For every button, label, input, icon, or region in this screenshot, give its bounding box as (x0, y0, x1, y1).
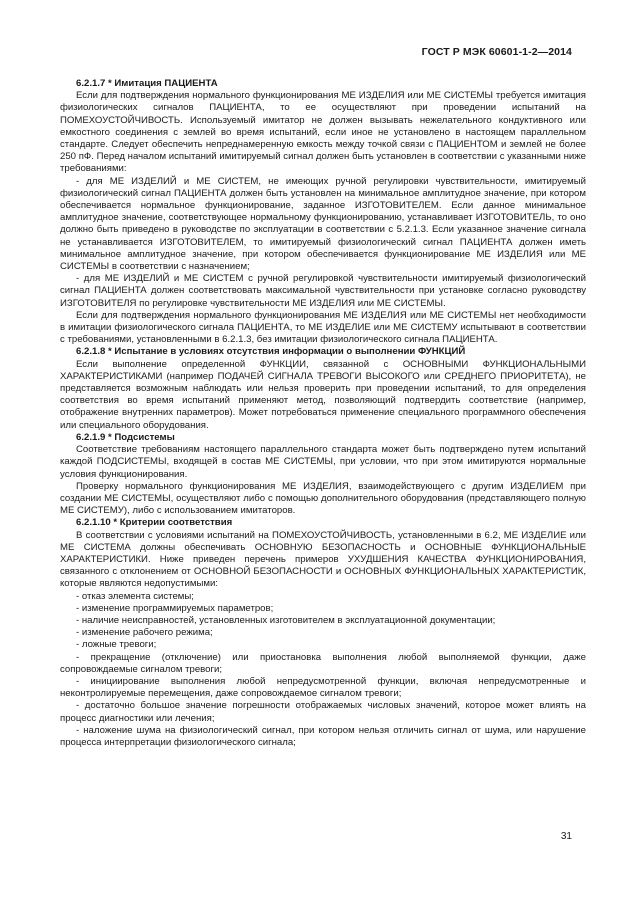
document-body (60, 78, 586, 749)
paragraph: Если для подтверждения нормального функционирования МЕ ИЗДЕЛИЯ или МЕ СИСТЕМЫ нет необходимости в имитации физиологического сигнала ПАЦИЕНТА, то МЕ ИЗДЕЛИЕ или МЕ СИСТЕМУ испытывают в соответствии с требованиями, установленными в 6.2.1.3, без имитации физиологического сигнала ПАЦИЕНТА. (60, 309, 586, 346)
list-item: - ложные тревоги; (76, 639, 157, 651)
document-header: ГОСТ Р МЭК 60601-1-2—2014 (421, 46, 572, 58)
section-heading-6-2-1-9: 6.2.1.9 * Подсистемы (76, 431, 175, 443)
list-item: - прекращение (отключение) или приостановка выполнения любой выполняемой функции, даже сопровождаемые сигналом тревоги; (60, 651, 586, 675)
list-item: - отказ элемента системы; (76, 590, 194, 602)
paragraph: Проверку нормального функционирования МЕ ИЗДЕЛИЯ, взаимодействующего с другим ИЗДЕЛИЕМ при создании МЕ СИСТЕМЫ, осуществляют либо с помощью дополнительного оборудования (представляющего полную МЕ СИСТЕМУ), либо с использованием имитаторов. (60, 480, 586, 517)
list-item: - наличие неисправностей, установленных изготовителем в эксплуатационной документации; (76, 614, 496, 626)
paragraph: В соответствии с условиями испытаний на ПОМЕХОУСТОЙЧИВОСТЬ, установленными в 6.2, МЕ ИЗДЕЛИЕ или МЕ СИСТЕМА должны обеспечивать ОСНОВНУЮ БЕЗОПАСНОСТЬ и ОСНОВНЫЕ ФУНКЦИОНАЛЬНЫЕ ХАРАКТЕРИСТИКИ. Ниже приведен перечень примеров УХУДШЕНИЯ КАЧЕСТВА ФУНКЦИОНИРОВАНИЯ, связанного с отклонением от ОСНОВНОЙ БЕЗОПАСНОСТИ и ОСНОВНЫХ ФУНКЦИОНАЛЬНЫХ ХАРАКТЕРИСТИК, которые являются недопустимыми: (60, 529, 586, 590)
list-item: - изменение рабочего режима; (76, 627, 213, 639)
section-heading-6-2-1-10: 6.2.1.10 * Критерии соответствия (76, 517, 233, 529)
section-heading-6-2-1-8: 6.2.1.8 * Испытание в условиях отсутствия информации о выполнении ФУНКЦИЙ (76, 346, 466, 358)
paragraph: Если выполнение определенной ФУНКЦИИ, связанной с ОСНОВНЫМИ ФУНКЦИОНАЛЬНЫМИ ХАРАКТЕРИСТИКАМИ (например ПОДАЧЕЙ СИГНАЛА ТРЕВОГИ ВЫСОКОГО или СРЕДНЕГО ПРИОРИТЕТА), не представляется возможным наблюдать или нельзя проверить при проведении испытаний, то для определения соответствия во время испытаний применяют метод, позволяющий подтвердить соответствие (например, отображение внутренних параметров). Может потребоваться применение специального программного обеспечения или специального оборудования. (60, 358, 586, 431)
list-item: - достаточно большое значение погрешности отображаемых числовых значений, которое может влиять на процесс диагностики или лечения; (60, 700, 586, 724)
paragraph: Соответствие требованиям настоящего параллельного стандарта может быть подтверждено путем испытаний каждой ПОДСИСТЕМЫ, входящей в состав МЕ СИСТЕМЫ, при условии, что при этом имитируются нормальные условия функционирования. (60, 444, 586, 480)
paragraph: Если для подтверждения нормального функционирования МЕ ИЗДЕЛИЯ или МЕ СИСТЕМЫ требуется имитация физиологических сигналов ПАЦИЕНТА, то ее осуществляют при проведении испытаний на ПОМЕХОУСТОЙЧИВОСТЬ. Используемый имитатор не должен вызывать нежелательного кондуктивного или емкостного соединения с землей во время испытаний, если иное не установлено в настоящем параллельном стандарте. Следует обеспечить непреднамеренную емкость между точкой связи с ПАЦИЕНТОМ и землей не более 250 пФ. Перед началом испытаний имитируемый сигнал должен быть установлен в соответствии с указанными ниже требованиями: (60, 90, 586, 175)
list-item: - наложение шума на физиологический сигнал, при котором нельзя отличить сигнал от шума, или нарушение процесса интерпретации физиологического сигнала; (60, 724, 586, 748)
paragraph: - для МЕ ИЗДЕЛИЙ и МЕ СИСТЕМ, не имеющих ручной регулировки чувствительности, имитируемый физиологический сигнал ПАЦИЕНТА должен быть установлен на минимальное амплитудное значение, при котором обеспечивается нормальное функционирование, заданное ИЗГОТОВИТЕЛЕМ. Если данное минимальное амплитудное значение, соответствующее нормальному функционированию, устанавливает ИЗГОТОВИТЕЛЬ, то оно должно быть приведено в руководстве по эксплуатации в соответствии с 5.2.1.3. Если указанное значение сигнала не устанавливается ИЗГОТОВИТЕЛЕМ, то имитируемый физиологический сигнал ПАЦИЕНТА должен иметь минимальное амплитудное значение, при котором обеспечивается функционирование МЕ ИЗДЕЛИЯ или МЕ СИСТЕМЫ в соответствии с назначением; (60, 175, 586, 273)
section-heading-6-2-1-7: 6.2.1.7 * Имитация ПАЦИЕНТА (76, 78, 218, 89)
paragraph: - для МЕ ИЗДЕЛИЙ и МЕ СИСТЕМ с ручной регулировкой чувствительности имитируемый физиологический сигнал ПАЦИЕНТА должен соответствовать максимальной чувствительности при установке согласно руководству ИЗГОТОВИТЕЛЯ по регулировке чувствительности МЕ ИЗДЕЛИЯ или МЕ СИСТЕМЫ. (60, 273, 586, 309)
page-number: 31 (560, 831, 572, 842)
list-item: - изменение программируемых параметров; (76, 602, 274, 614)
list-item: - инициирование выполнения любой непредусмотренной функции, включая непредусмотренные и неконтролируемые перемещения, даже сопровождаемое сигналом тревоги; (60, 675, 586, 700)
